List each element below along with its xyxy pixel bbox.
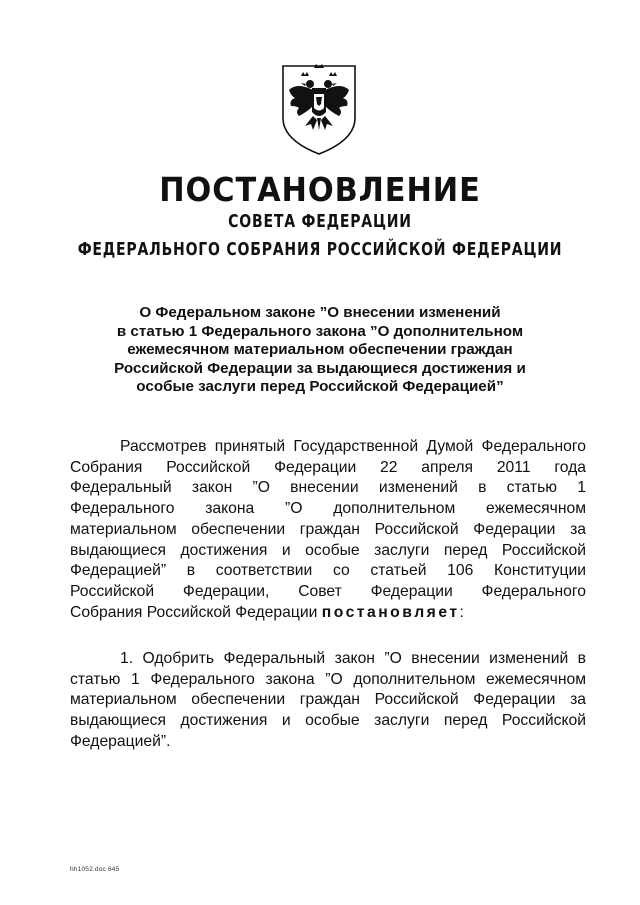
paragraph-line	[70, 603, 586, 624]
paragraph-line: Федерацией” в соответствии со статьей 106 Конституции	[70, 562, 586, 580]
clause-1-paragraph	[70, 649, 586, 753]
paragraph-line: 1. Одобрить Федеральный закон ”О внесении изменений в	[120, 650, 586, 667]
paragraph-line: Собрания Российской Федерации 22 апреля 2011 года	[70, 458, 586, 476]
paragraph-line: Федеральный закон ”О внесении изменений в статью 1	[70, 479, 586, 497]
colon: :	[459, 603, 464, 621]
subject-line: ежемесячном материальном обеспечении граждан	[127, 341, 513, 358]
paragraph-line: Федерацией”.	[70, 732, 171, 750]
subject-line: в статью 1 Федерального закона ”О дополнительном	[116, 322, 524, 340]
subject-line: Российской Федерации за выдающиеся достижения и	[114, 359, 526, 377]
coat-of-arms-icon	[277, 60, 361, 156]
document-code: hh1052.doc 645	[70, 866, 120, 873]
paragraph-line: материальном обеспечении граждан Российской Федерации за	[70, 691, 586, 709]
paragraph-line: выдающиеся достижения и особые заслуги перед Российской	[70, 541, 586, 559]
resolves-keyword: постановляет	[321, 603, 460, 621]
document-title: ПОСТАНОВЛЕНИЕ	[159, 170, 481, 209]
document-subject	[90, 304, 550, 397]
resolution-text: Собрания Российской Федерации	[70, 603, 318, 621]
subject-line: О Федеральном законе ”О внесении изменений	[139, 304, 501, 321]
paragraph-line: материальном обеспечении граждан Российской Федерации за	[70, 520, 586, 538]
paragraph-line: Рассмотрев принятый Государственной Думой Федерального	[120, 438, 586, 455]
issuing-body-line-1: СОВЕТА ФЕДЕРАЦИИ	[228, 211, 412, 232]
paragraph-line: выдающиеся достижения и особые заслуги перед Российской	[70, 712, 586, 730]
paragraph-line: Российской Федерации, Совет Федерации Федерального	[70, 582, 586, 600]
subject-line: особые заслуги перед Российской Федерацией”	[136, 378, 504, 395]
issuing-body-line-2: ФЕДЕРАЛЬНОГО СОБРАНИЯ РОССИЙСКОЙ ФЕДЕРАЦИИ	[77, 239, 563, 260]
paragraph-line: Федерального закона ”О дополнительном ежемесячном	[70, 500, 586, 518]
preamble-paragraph	[70, 437, 586, 623]
paragraph-line: статью 1 Федерального закона ”О дополнительном ежемесячном	[70, 670, 586, 688]
